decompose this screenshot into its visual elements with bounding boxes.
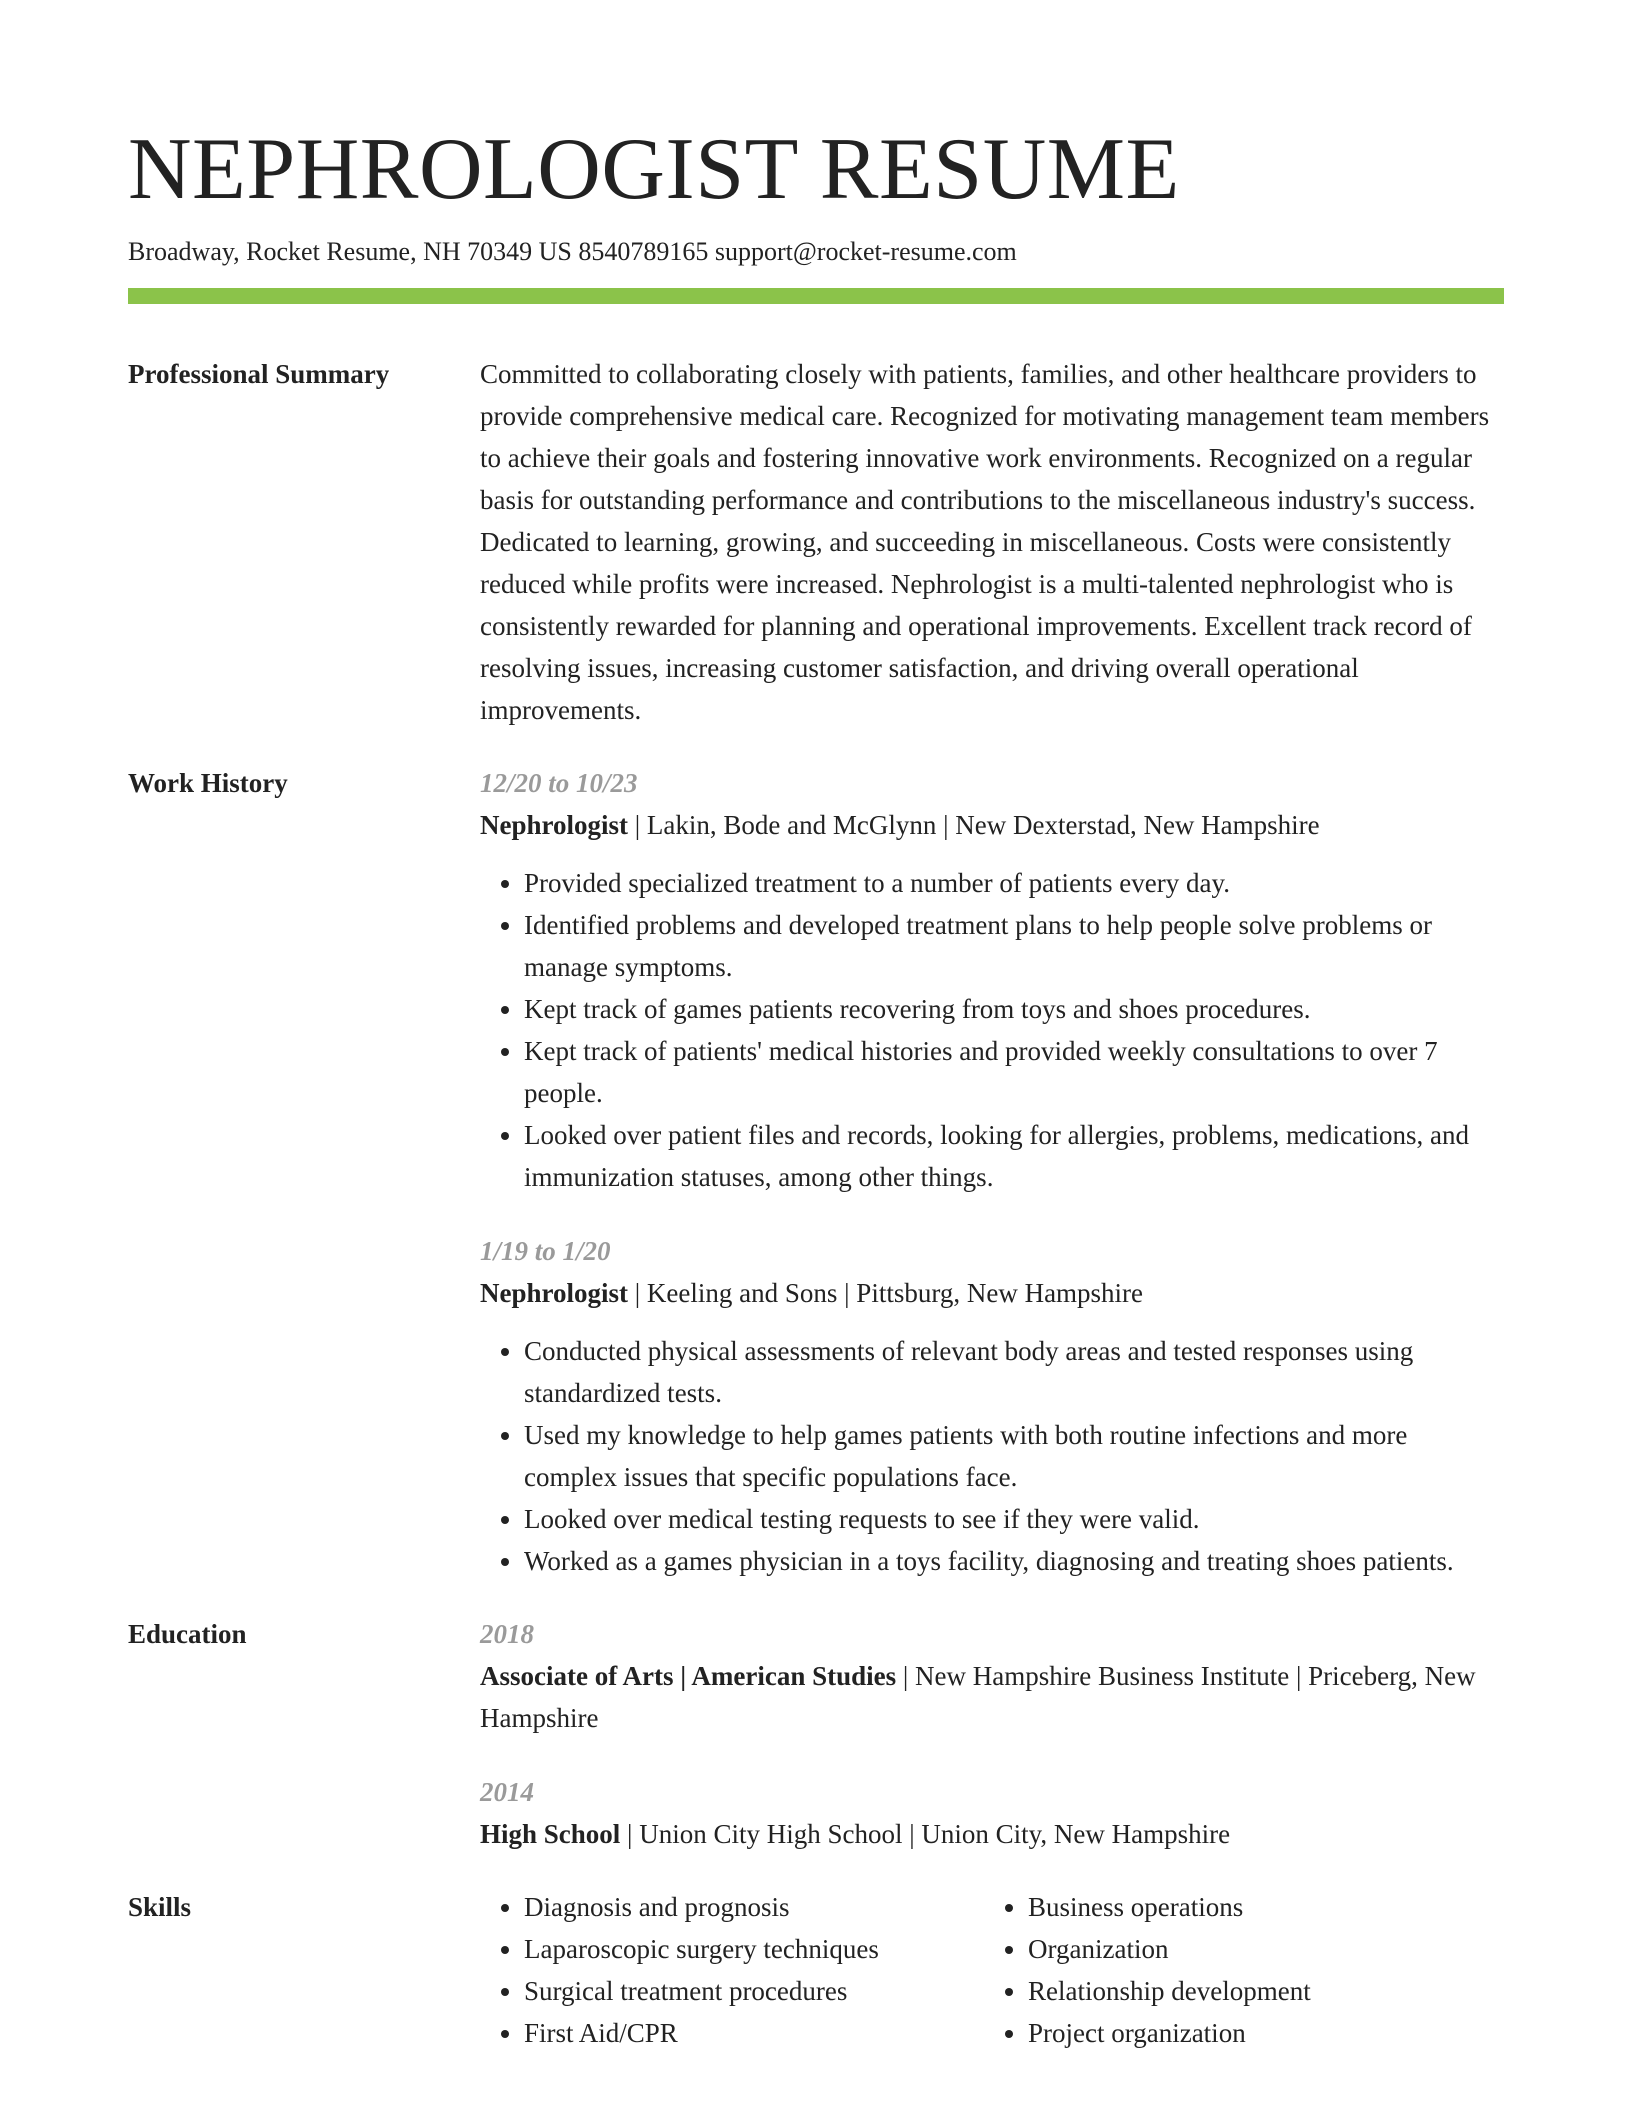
education-heading xyxy=(480,1655,1504,1739)
skill-item: • Laparoscopic surgery techniques xyxy=(524,1928,984,1970)
job-dates: 1/19 to 1/20 xyxy=(480,1236,611,1266)
header-divider xyxy=(128,288,1504,304)
job-bullet: • Kept track of games patients recovering from toys and shoes procedures. xyxy=(524,988,1504,1030)
education-body xyxy=(480,1613,1504,1855)
education-section xyxy=(128,1613,1504,1855)
work-history-body xyxy=(480,762,1504,1582)
skills-label: Skills xyxy=(128,1892,192,1922)
degree-details: | Union City High School | Union City, New Hampshire xyxy=(620,1819,1231,1849)
job-bullet: • Provided specialized treatment to a number of patients every day. xyxy=(524,862,1504,904)
job-heading xyxy=(480,804,1504,846)
job-bullet: • Worked as a games physician in a toys facility, diagnosing and treating shoes patients. xyxy=(524,1540,1504,1582)
job-bullet: • Kept track of patients' medical histories and provided weekly consultations to over 7 people. xyxy=(524,1030,1504,1114)
job-entry xyxy=(480,762,1504,1198)
skills-list-right xyxy=(984,1886,1488,2054)
degree-details: | New Hampshire Business Institute | Priceberg, New Hampshire xyxy=(480,1661,1476,1733)
work-history-section xyxy=(128,762,1504,1582)
job-bullet-list xyxy=(480,862,1504,1198)
education-entry xyxy=(480,1613,1504,1739)
job-details: | Lakin, Bode and McGlynn | New Dexterstad, New Hampshire xyxy=(628,810,1320,840)
contact-line: Broadway, Rocket Resume, NH 70349 US 8540789165 support@rocket-resume.com xyxy=(128,237,1017,266)
job-details: | Keeling and Sons | Pittsburg, New Hampshire xyxy=(628,1278,1144,1308)
summary-label: Professional Summary xyxy=(128,359,390,389)
job-bullet: • Looked over medical testing requests to see if they were valid. xyxy=(524,1498,1504,1540)
degree-title: High School xyxy=(480,1819,621,1849)
skills-body xyxy=(480,1886,1504,2054)
resume-title: NEPHROLOGIST RESUME xyxy=(128,121,1180,218)
job-bullet: • Looked over patient files and records, looking for allergies, problems, medications, and immunization statuses, among other things. xyxy=(524,1114,1504,1198)
education-label: Education xyxy=(128,1619,247,1649)
education-year: 2018 xyxy=(480,1619,534,1649)
job-title: Nephrologist xyxy=(480,1278,629,1308)
summary-text: Committed to collaborating closely with patients, families, and other healthcare providers to provide comprehensive medical care. Recognized for motivating management team members to achieve their goals and fostering innovative work environments. Recognized on a regular basis for outstanding performance and contributions to the miscellaneous industry's success. Dedicated to learning, growing, and succeeding in miscellaneous. Costs were consistently reduced while profits were increased. Nephrologist is a multi-talented nephrologist who is consistently rewarded for planning and operational improvements. Excellent track record of resolving issues, increasing customer satisfaction, and driving overall operational improvements. xyxy=(480,359,1490,725)
skills-section xyxy=(128,1886,1504,2054)
resume-page xyxy=(128,0,1504,2054)
job-dates: 12/20 to 10/23 xyxy=(480,768,638,798)
skill-item: • Relationship development xyxy=(1028,1970,1488,2012)
summary-section xyxy=(128,353,1504,731)
skills-list-left xyxy=(480,1886,984,2054)
job-bullet: • Identified problems and developed treatment plans to help people solve problems or manage symptoms. xyxy=(524,904,1504,988)
job-title: Nephrologist xyxy=(480,810,629,840)
skill-item: • Organization xyxy=(1028,1928,1488,1970)
skill-item: • First Aid/CPR xyxy=(524,2012,984,2054)
education-entry xyxy=(480,1771,1504,1855)
job-heading xyxy=(480,1272,1504,1314)
education-heading xyxy=(480,1813,1504,1855)
job-bullet: • Used my knowledge to help games patients with both routine infections and more complex issues that specific populations face. xyxy=(524,1414,1504,1498)
job-bullet: • Conducted physical assessments of relevant body areas and tested responses using standardized tests. xyxy=(524,1330,1504,1414)
skill-item: • Business operations xyxy=(1028,1886,1488,1928)
skills-grid xyxy=(480,1886,1504,2054)
skill-item: • Surgical treatment procedures xyxy=(524,1970,984,2012)
work-history-label: Work History xyxy=(128,768,288,798)
degree-title: Associate of Arts | American Studies xyxy=(480,1661,897,1691)
education-year: 2014 xyxy=(480,1777,534,1807)
job-entry xyxy=(480,1230,1504,1582)
skill-item: • Project organization xyxy=(1028,2012,1488,2054)
skill-item: • Diagnosis and prognosis xyxy=(524,1886,984,1928)
summary-body xyxy=(480,353,1504,731)
job-bullet-list xyxy=(480,1330,1504,1582)
